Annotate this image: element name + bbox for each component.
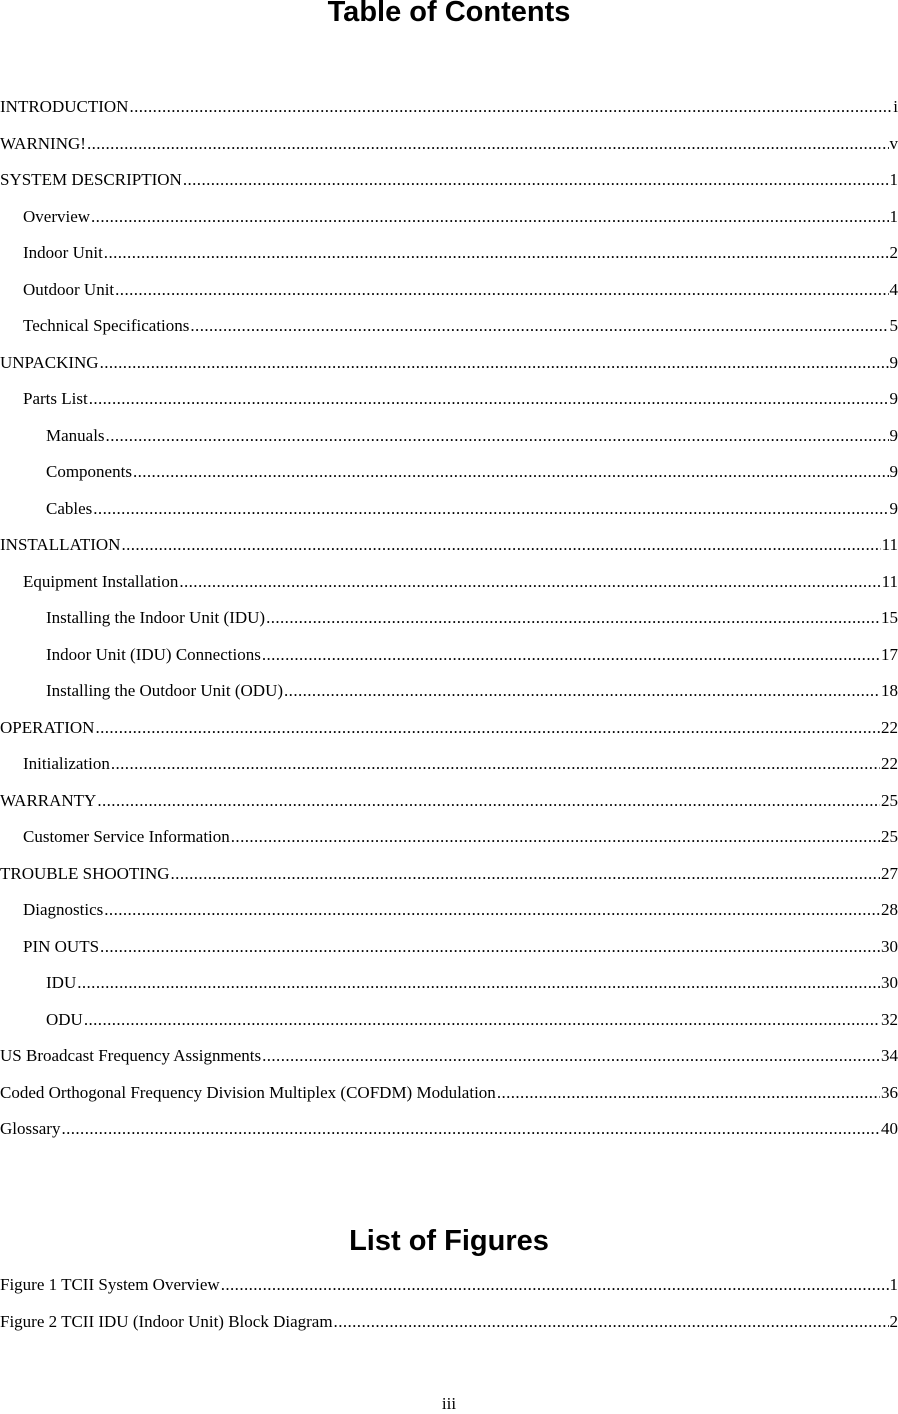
toc-entry-page-number: v — [890, 131, 898, 157]
toc-entry[interactable] — [0, 167, 898, 204]
toc-entry[interactable] — [0, 970, 898, 1007]
toc-entry[interactable] — [0, 824, 898, 861]
toc-entry-label: INSTALLATION — [0, 532, 120, 558]
toc-entry[interactable] — [0, 642, 898, 679]
toc-entry[interactable] — [0, 532, 898, 569]
toc-entry-page-number: 1 — [890, 204, 898, 230]
dot-leader — [121, 532, 880, 558]
toc-entry-page-number: 25 — [881, 824, 898, 850]
toc-entry-page-number: i — [893, 94, 898, 120]
toc-entry-label: Manuals — [46, 423, 105, 449]
toc-entry-page-number: 9 — [890, 459, 898, 485]
list-of-figures-title: List of Figures — [0, 1225, 898, 1258]
toc-entry[interactable] — [0, 240, 898, 277]
toc-entry-label: WARRANTY — [0, 788, 96, 814]
dot-leader — [97, 788, 880, 814]
toc-entry[interactable] — [0, 423, 898, 460]
toc-entry-label: Diagnostics — [23, 897, 103, 923]
toc-entry-label: INTRODUCTION — [0, 94, 128, 120]
toc-entry-label: Initialization — [23, 751, 110, 777]
toc-entry[interactable] — [0, 605, 898, 642]
toc-entry-page-number: 9 — [890, 386, 898, 412]
dot-leader — [77, 970, 880, 996]
toc-entry-page-number: 4 — [890, 277, 898, 303]
toc-entry-label: Parts List — [23, 386, 88, 412]
dot-leader — [61, 1116, 880, 1142]
figure-entry-label: Figure 1 TCII System Overview — [0, 1272, 220, 1298]
dot-leader — [171, 861, 880, 887]
toc-entry-label: Equipment Installation — [23, 569, 178, 595]
toc-entry-label: OPERATION — [0, 715, 94, 741]
toc-entry-label: Indoor Unit (IDU) Connections — [46, 642, 261, 668]
dot-leader — [221, 1272, 889, 1298]
toc-entry-page-number: 5 — [890, 313, 898, 339]
toc-entry[interactable] — [0, 678, 898, 715]
dot-leader — [100, 934, 880, 960]
toc-entry-label: PIN OUTS — [23, 934, 99, 960]
dot-leader — [190, 313, 888, 339]
figure-entry-label: Figure 2 TCII IDU (Indoor Unit) Block Diagram — [0, 1309, 333, 1335]
toc-entry-page-number: 32 — [881, 1007, 898, 1033]
toc-entry[interactable] — [0, 131, 898, 168]
toc-entry-label: TROUBLE SHOOTING — [0, 861, 170, 887]
toc-entry-page-number: 28 — [881, 897, 898, 923]
dot-leader — [91, 204, 888, 230]
dot-leader — [179, 569, 880, 595]
toc-entry-page-number: 9 — [890, 350, 898, 376]
dot-leader — [104, 240, 889, 266]
toc-entry-label: Glossary — [0, 1116, 60, 1142]
dot-leader — [284, 678, 880, 704]
dot-leader — [115, 277, 888, 303]
toc-entry-label: Installing the Indoor Unit (IDU) — [46, 605, 265, 631]
toc-entry[interactable] — [0, 751, 898, 788]
toc-entry-label: IDU — [46, 970, 76, 996]
toc-entry[interactable] — [0, 569, 898, 606]
toc-entry-label: US Broadcast Frequency Assignments — [0, 1043, 261, 1069]
dot-leader — [84, 1007, 880, 1033]
toc-entry-page-number: 40 — [881, 1116, 898, 1142]
toc-entry[interactable] — [0, 1043, 898, 1080]
dot-leader — [104, 897, 880, 923]
toc-entry-label: Cables — [46, 496, 92, 522]
figures-list — [0, 1272, 898, 1345]
dot-leader — [183, 167, 889, 193]
toc-entry[interactable] — [0, 277, 898, 314]
toc-entry-page-number: 25 — [881, 788, 898, 814]
toc-entry-page-number: 9 — [890, 496, 898, 522]
toc-entry-label: ODU — [46, 1007, 83, 1033]
toc-entry[interactable] — [0, 1116, 898, 1153]
toc-entry[interactable] — [0, 459, 898, 496]
toc-entry-page-number: 17 — [881, 642, 898, 668]
toc-entry[interactable] — [0, 1080, 898, 1117]
dot-leader — [133, 459, 889, 485]
toc-entry[interactable] — [0, 861, 898, 898]
toc-entry-label: Coded Orthogonal Frequency Division Multiplex (COFDM) Modulation — [0, 1080, 496, 1106]
toc-entry[interactable] — [0, 788, 898, 825]
figure-entry[interactable] — [0, 1272, 898, 1309]
toc-entry-page-number: 11 — [882, 569, 898, 595]
toc-entry[interactable] — [0, 313, 898, 350]
toc-entry-label: Installing the Outdoor Unit (ODU) — [46, 678, 283, 704]
figure-entry-page-number: 2 — [890, 1309, 898, 1335]
toc-title: Table of Contents — [0, 0, 898, 29]
toc-entry-page-number: 18 — [881, 678, 898, 704]
toc-entry-label: Customer Service Information — [23, 824, 230, 850]
dot-leader — [334, 1309, 889, 1335]
toc-entry-page-number: 30 — [881, 934, 898, 960]
toc-entry-label: Components — [46, 459, 132, 485]
toc-entry-label: Overview — [23, 204, 90, 230]
toc-entry-page-number: 34 — [881, 1043, 898, 1069]
toc-entry[interactable] — [0, 350, 898, 387]
toc-entry-page-number: 2 — [890, 240, 898, 266]
toc-entry[interactable] — [0, 934, 898, 971]
toc-entry-page-number: 22 — [881, 751, 898, 777]
dot-leader — [497, 1080, 880, 1106]
figure-entry-page-number: 1 — [890, 1272, 898, 1298]
dot-leader — [106, 423, 889, 449]
toc-entry[interactable] — [0, 204, 898, 241]
toc-entry-page-number: 1 — [890, 167, 898, 193]
toc-entry-page-number: 22 — [881, 715, 898, 741]
dot-leader — [89, 386, 889, 412]
dot-leader — [231, 824, 880, 850]
toc-entry[interactable] — [0, 386, 898, 423]
toc-entry-page-number: 11 — [882, 532, 898, 558]
toc-entry-label: WARNING! — [0, 131, 86, 157]
dot-leader — [100, 350, 889, 376]
toc-entry[interactable] — [0, 496, 898, 533]
dot-leader — [87, 131, 889, 157]
toc-entry-page-number: 36 — [881, 1080, 898, 1106]
toc-entry[interactable] — [0, 897, 898, 934]
dot-leader — [93, 496, 888, 522]
toc-entry-label: Indoor Unit — [23, 240, 103, 266]
toc-entry-page-number: 27 — [881, 861, 898, 887]
dot-leader — [129, 94, 892, 120]
dot-leader — [262, 642, 880, 668]
figure-entry[interactable] — [0, 1309, 898, 1346]
toc-entry[interactable] — [0, 94, 898, 131]
toc-entry-page-number: 15 — [881, 605, 898, 631]
toc-entry[interactable] — [0, 1007, 898, 1044]
toc-entry-label: Technical Specifications — [23, 313, 189, 339]
toc-entry-label: SYSTEM DESCRIPTION — [0, 167, 182, 193]
toc-entry-label: UNPACKING — [0, 350, 99, 376]
dot-leader — [266, 605, 880, 631]
toc-entry-label: Outdoor Unit — [23, 277, 114, 303]
toc-entry-page-number: 9 — [890, 423, 898, 449]
toc-entry-page-number: 30 — [881, 970, 898, 996]
page-number: iii — [0, 1394, 898, 1414]
dot-leader — [262, 1043, 880, 1069]
toc-entry[interactable] — [0, 715, 898, 752]
dot-leader — [95, 715, 880, 741]
toc-list — [0, 94, 898, 1153]
dot-leader — [111, 751, 880, 777]
